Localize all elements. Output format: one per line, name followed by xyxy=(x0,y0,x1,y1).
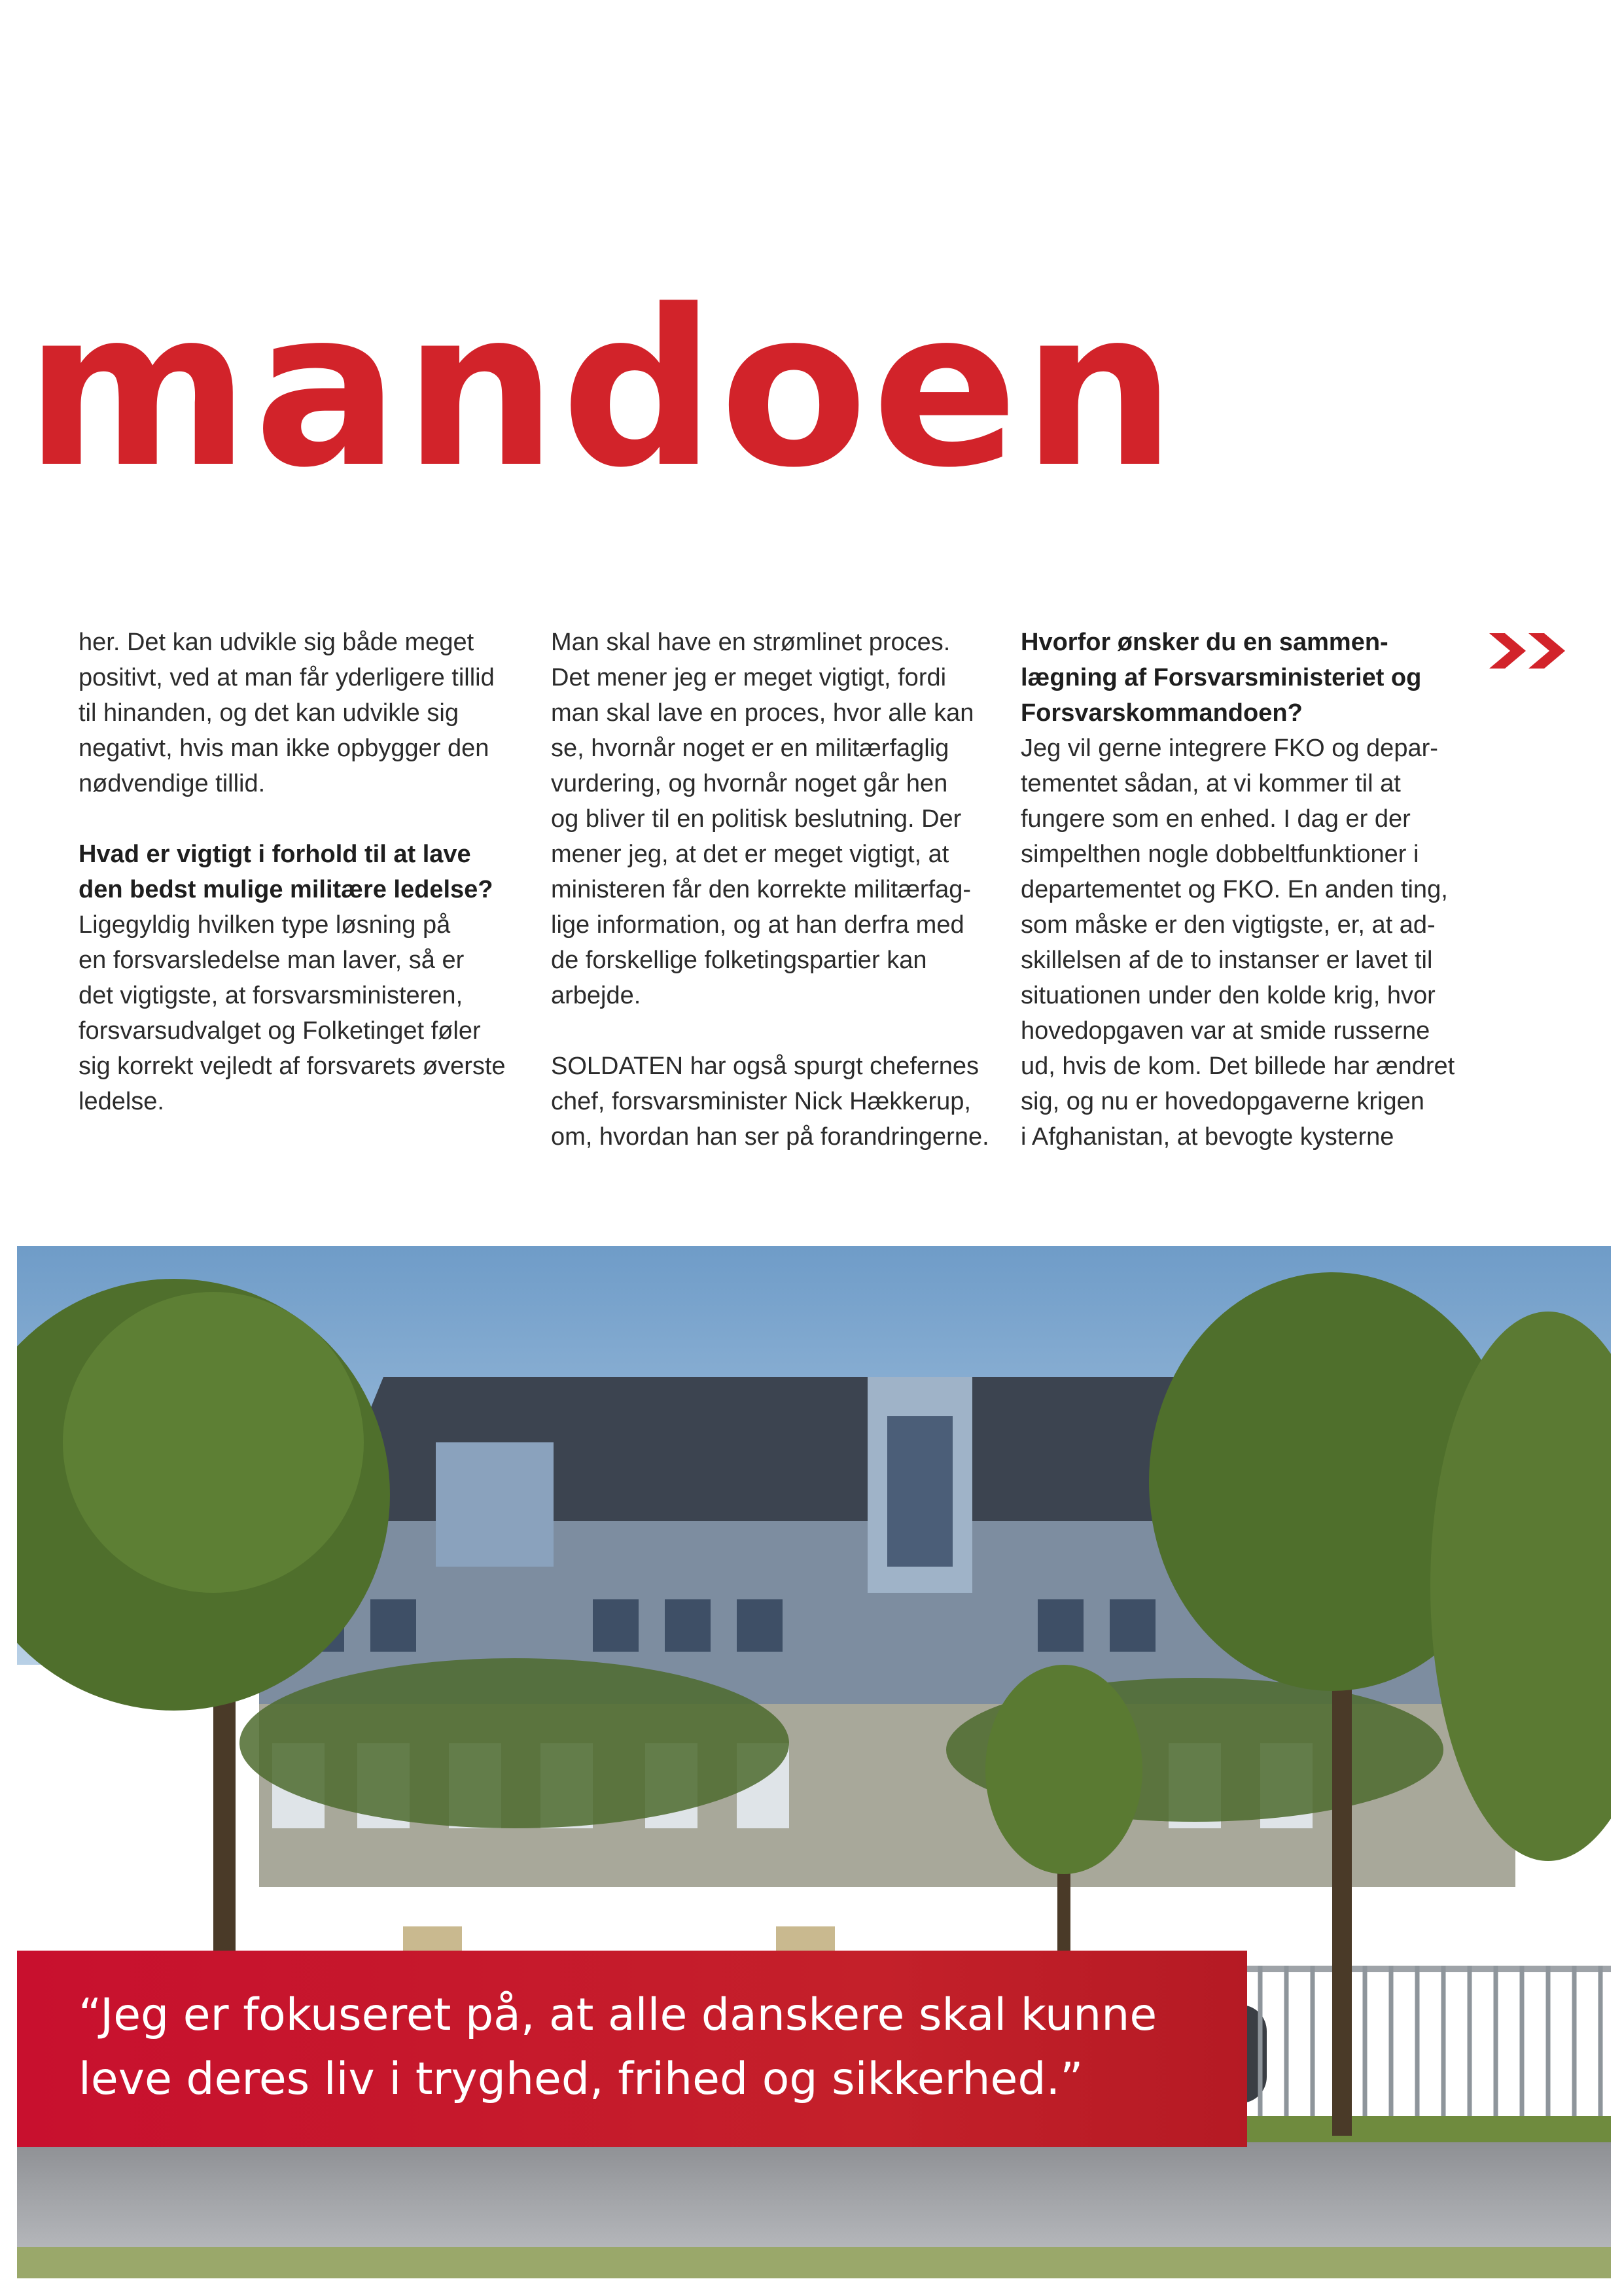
text-line: simpelthen nogle dobbeltfunktioner i xyxy=(1021,841,1419,868)
text-line: sig korrekt vejledt af forsvarets øverste xyxy=(79,1052,506,1080)
text-line: til hinanden, og det kan udvikle sig xyxy=(79,699,459,727)
text-line: Hvorfor ønsker du en sammen- xyxy=(1021,629,1388,656)
headline: mandoen xyxy=(25,264,1180,515)
quote-line-2: leve deres liv i tryghed, frihed og sikkerhed.” xyxy=(79,2053,1084,2105)
text-line: vurdering, og hvornår noget går hen xyxy=(551,770,948,797)
text-line: positivt, ved at man får yderligere tillid xyxy=(79,664,495,691)
text-line: og bliver til en politisk beslutning. Der xyxy=(551,805,962,833)
paragraph xyxy=(79,625,537,801)
text-line: Forsvarskommandoen? xyxy=(1021,699,1303,727)
text-line: arbejde. xyxy=(551,982,641,1009)
text-line: hovedopgaven var at smide russerne xyxy=(1021,1017,1430,1045)
quote-line-1: “Jeg er fokuseret på, at alle danskere skal kunne xyxy=(79,1989,1157,2041)
paragraph xyxy=(1021,731,1466,1155)
text-line: ledelse. xyxy=(79,1088,164,1115)
text-line: fungere som en enhed. I dag er der xyxy=(1021,805,1411,833)
paragraph xyxy=(79,907,537,1119)
text-line: ud, hvis de kom. Det billede har ændret xyxy=(1021,1052,1455,1080)
text-line: SOLDATEN har også spurgt chefernes xyxy=(551,1052,980,1080)
paragraph xyxy=(551,1049,1009,1155)
article-column-2 xyxy=(551,625,1009,1155)
text-line: se, hvornår noget er en militærfaglig xyxy=(551,735,949,762)
text-line: mener jeg, at det er meget vigtigt, at xyxy=(551,841,949,868)
text-line: de forskellige folketingspartier kan xyxy=(551,947,927,974)
text-line: ministeren får den korrekte militærfag- xyxy=(551,876,971,903)
text-line: tementet sådan, at vi kommer til at xyxy=(1021,770,1401,797)
text-line: den bedst mulige militære ledelse? xyxy=(79,876,493,903)
text-line: skillelsen af de to instanser er lavet til xyxy=(1021,947,1433,974)
pull-quote xyxy=(17,1951,1247,2147)
text-line: sig, og nu er hovedopgaverne krigen xyxy=(1021,1088,1424,1115)
text-line: lige information, og at han derfra med xyxy=(551,911,964,939)
text-line: forsvarsudvalget og Folketinget føler xyxy=(79,1017,481,1045)
text-line: Ligegyldig hvilken type løsning på xyxy=(79,911,451,939)
text-line: departementet og FKO. En anden ting, xyxy=(1021,876,1448,903)
text-line: som måske er den vigtigste, er, at ad- xyxy=(1021,911,1436,939)
interview-question xyxy=(79,837,537,907)
text-line: chef, forsvarsminister Nick Hækkerup, xyxy=(551,1088,971,1115)
article-column-1 xyxy=(79,625,537,1119)
text-line: Jeg vil gerne integrere FKO og depar- xyxy=(1021,735,1438,762)
text-line: det vigtigste, at forsvarsministeren, xyxy=(79,982,463,1009)
text-line: situationen under den kolde krig, hvor xyxy=(1021,982,1436,1009)
text-line: nødvendige tillid. xyxy=(79,770,266,797)
interview-question xyxy=(1021,625,1466,731)
text-line: man skal lave en proces, hvor alle kan xyxy=(551,699,974,727)
text-line: i Afghanistan, at bevogte kysterne xyxy=(1021,1123,1394,1151)
double-chevron-right-icon xyxy=(1485,628,1577,674)
text-line: en forsvarsledelse man laver, så er xyxy=(79,947,465,974)
text-line: Man skal have en strømlinet proces. xyxy=(551,629,951,656)
text-line: negativt, hvis man ikke opbygger den xyxy=(79,735,489,762)
text-line: Det mener jeg er meget vigtigt, fordi xyxy=(551,664,947,691)
text-line: Hvad er vigtigt i forhold til at lave xyxy=(79,841,471,868)
paragraph xyxy=(551,625,1009,1013)
text-line: her. Det kan udvikle sig både meget xyxy=(79,629,474,656)
text-line: om, hvordan han ser på forandringerne. xyxy=(551,1123,989,1151)
text-line: lægning af Forsvarsministeriet og xyxy=(1021,664,1422,691)
article-column-3 xyxy=(1021,625,1466,1155)
